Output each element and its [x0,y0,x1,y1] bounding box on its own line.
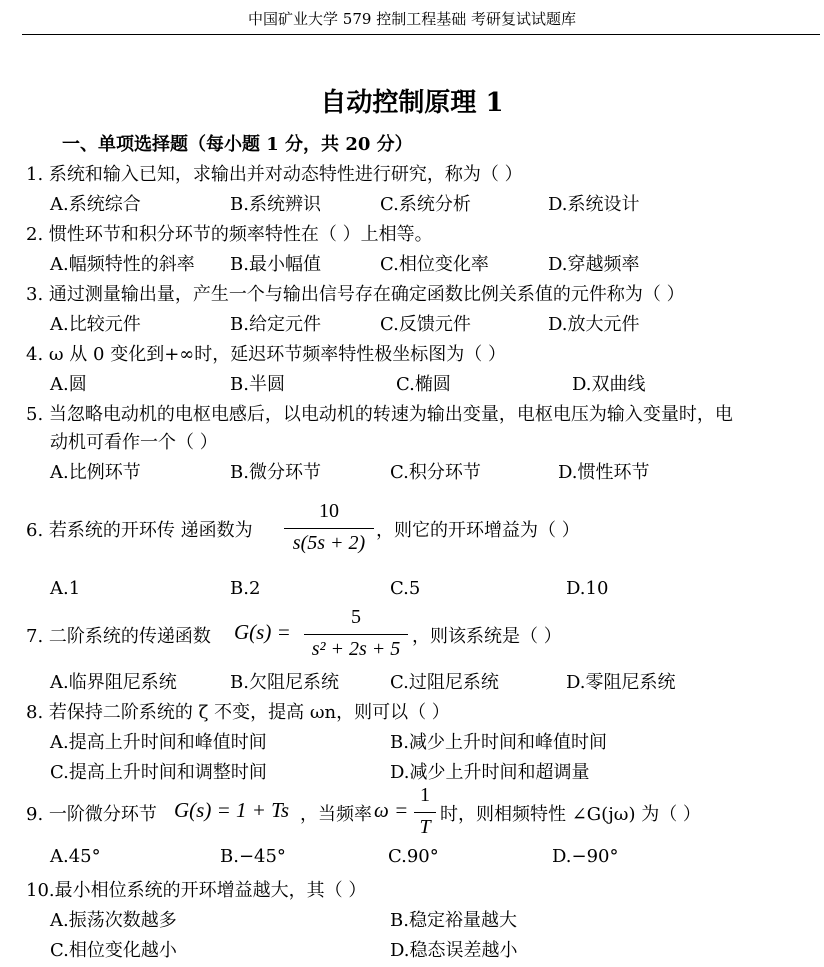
question-7: 7. 二阶系统的传递函数 [26,626,211,647]
header-rule [22,34,820,35]
question-7-tail: ，则该系统是（ ） [412,626,562,647]
q7-fraction-numerator: 5 [351,606,361,628]
question-5-continued: 动机可看作一个（ ） [50,432,218,453]
q9-option-d: D.−90° [552,846,619,867]
q4-option-a: A.圆 [50,374,87,395]
q2-option-b: B.最小幅值 [230,254,321,275]
q7-fraction-denominator: s² + 2s + 5 [311,638,401,660]
q3-option-c: C.反馈元件 [380,314,471,335]
q10-option-a: A.振荡次数越多 [50,910,177,931]
q10-option-b: B.稳定裕量越大 [390,910,517,931]
question-5: 5. 当忽略电动机的电枢电感后，以电动机的转速为输出变量，电枢电压为输入变量时，电 [26,404,733,425]
q9-option-a: A.45° [50,846,101,867]
q8-option-d: D.减少上升时间和超调量 [390,762,590,783]
q6-option-a: A.1 [50,578,81,599]
question-1: 1. 系统和输入已知，求输出并对动态特性进行研究，称为（ ） [26,164,523,185]
question-6-tail: ，则它的开环增益为（ ） [376,520,580,541]
q9-fraction-bar [414,812,436,813]
q9-omega: ω = [374,798,409,822]
q6-fraction [284,500,374,560]
q3-option-d: D.放大元件 [548,314,640,335]
q5-option-d: D.惯性环节 [558,462,650,483]
q3-option-b: B.给定元件 [230,314,321,335]
q2-option-a: A.幅频特性的斜率 [50,254,195,275]
q7-fraction-bar [304,634,408,635]
question-2: 2. 惯性环节和积分环节的频率特性在（ ）上相等。 [26,224,433,245]
q6-fraction-numerator: 10 [319,500,339,522]
q7-option-d: D.零阻尼系统 [566,672,676,693]
q9-option-b: B.−45° [220,846,286,867]
q7-option-b: B.欠阻尼系统 [230,672,339,693]
question-8: 8. 若保持二阶系统的 ζ 不变，提高 ωn，则可以（ ） [26,702,450,723]
q10-option-c: C.相位变化越小 [50,940,177,961]
q2-option-d: D.穿越频率 [548,254,640,275]
q8-option-b: B.减少上升时间和峰值时间 [390,732,607,753]
q1-option-a: A.系统综合 [50,194,141,215]
q9-expression: G(s) = 1 + Ts [174,798,290,822]
question-9-mid: ，当频率 [300,804,372,825]
q9-fraction [414,784,436,842]
q3-option-a: A.比较元件 [50,314,141,335]
q7-option-c: C.过阻尼系统 [390,672,499,693]
question-6: 6. 若系统的开环传 递函数为 [26,520,253,541]
q6-option-b: B.2 [230,578,261,599]
q9-fraction-denominator: T [419,816,431,838]
q5-option-c: C.积分环节 [390,462,481,483]
q7-expression: G(s) = [234,620,291,644]
q1-option-b: B.系统辨识 [230,194,321,215]
q4-option-b: B.半圆 [230,374,285,395]
q6-fraction-bar [284,528,374,529]
q6-option-c: C.5 [390,578,421,599]
q7-fraction [304,606,408,664]
q4-option-c: C.椭圆 [396,374,451,395]
q5-option-a: A.比例环节 [50,462,141,483]
question-4: 4. ω 从 0 变化到+∞时，延迟环节频率特性极坐标图为（ ） [26,344,506,365]
q1-option-c: C.系统分析 [380,194,471,215]
q6-option-d: D.10 [566,578,609,599]
question-3: 3. 通过测量输出量，产生一个与输出信号存在确定函数比例关系值的元件称为（ ） [26,284,685,305]
section-heading: 一、单项选择题（每小题 1 分，共 20 分） [62,134,413,155]
q2-option-c: C.相位变化率 [380,254,489,275]
q9-option-c: C.90° [388,846,439,867]
question-9: 9. 一阶微分环节 [26,804,157,825]
question-10: 10.最小相位系统的开环增益越大，其（ ） [26,880,367,901]
q5-option-b: B.微分环节 [230,462,321,483]
page-title: 自动控制原理 1 [320,88,504,118]
q1-option-d: D.系统设计 [548,194,640,215]
q8-option-c: C.提高上升时间和调整时间 [50,762,267,783]
q4-option-d: D.双曲线 [572,374,646,395]
q7-option-a: A.临界阻尼系统 [50,672,177,693]
q10-option-d: D.稳态误差越小 [390,940,518,961]
q8-option-a: A.提高上升时间和峰值时间 [50,732,267,753]
q6-fraction-denominator: s(5s + 2) [292,532,366,554]
question-9-tail: 时，则相频特性 ∠G(jω) 为（ ） [440,804,701,825]
q9-fraction-numerator: 1 [420,784,430,806]
page-header: 中国矿业大学 579 控制工程基础 考研复试试题库 [248,10,576,28]
